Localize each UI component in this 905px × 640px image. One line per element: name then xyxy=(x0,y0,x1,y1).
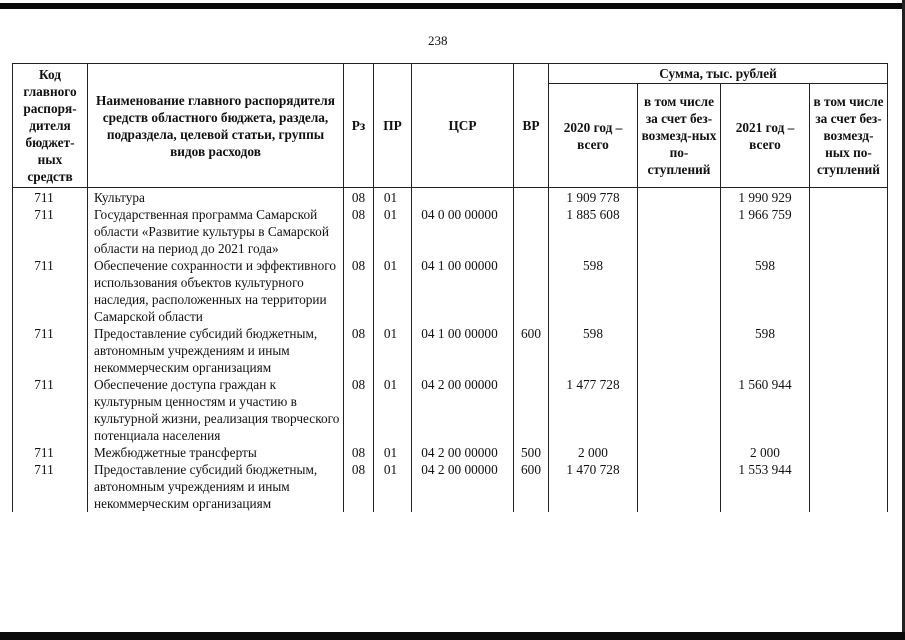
row-vr: 500 xyxy=(514,444,549,461)
row-vr xyxy=(514,257,549,325)
row-code: 711 xyxy=(13,376,88,444)
row-vr xyxy=(514,188,549,207)
row-vr: 600 xyxy=(514,325,549,376)
row-rz: 08 xyxy=(344,461,374,512)
row-incl-2020 xyxy=(638,325,721,376)
header-total-2021: 2021 год – всего xyxy=(721,84,810,188)
table-header xyxy=(13,64,888,188)
row-csr: 04 2 00 00000 xyxy=(412,376,514,444)
row-incl-2021 xyxy=(810,461,888,512)
page-number: 238 xyxy=(428,33,448,48)
table-body xyxy=(13,188,888,513)
row-csr: 04 2 00 00000 xyxy=(412,461,514,512)
header-pr: ПР xyxy=(374,64,412,188)
row-incl-2020 xyxy=(638,188,721,207)
row-pr: 01 xyxy=(374,444,412,461)
row-code: 711 xyxy=(13,188,88,207)
row-pr: 01 xyxy=(374,188,412,207)
row-name: Обеспечение доступа граждан к культурным ценностям и участию в культурной жизни, реализация творческого потенциала населения xyxy=(88,376,344,444)
header-name: Наименование главного распорядителя средств областного бюджета, раздела, подраздела, целевой статьи, группы видов расходов xyxy=(88,64,344,188)
row-total-2021: 1 560 944 xyxy=(721,376,810,444)
table-row xyxy=(13,325,888,376)
row-name: Предоставление субсидий бюджетным, автономным учреждениям и иным некоммерческим организациям xyxy=(88,461,344,512)
scan-top-edge xyxy=(0,0,905,3)
row-total-2020: 2 000 xyxy=(549,444,638,461)
table-row xyxy=(13,257,888,325)
row-csr: 04 1 00 00000 xyxy=(412,325,514,376)
row-pr: 01 xyxy=(374,461,412,512)
row-incl-2021 xyxy=(810,188,888,207)
header-csr: ЦСР xyxy=(412,64,514,188)
row-csr xyxy=(412,188,514,207)
row-rz: 08 xyxy=(344,206,374,257)
row-incl-2021 xyxy=(810,444,888,461)
row-total-2020: 598 xyxy=(549,257,638,325)
row-csr: 04 2 00 00000 xyxy=(412,444,514,461)
row-name: Обеспечение сохранности и эффективного использования объектов культурного наследия, расположенных на территории Самарской области xyxy=(88,257,344,325)
row-rz: 08 xyxy=(344,444,374,461)
scan-bottom-border xyxy=(0,632,905,640)
table-row xyxy=(13,206,888,257)
row-pr: 01 xyxy=(374,376,412,444)
header-incl-2020: в том числе за счет без-возмезд-ных по-ступлений xyxy=(638,84,721,188)
row-vr xyxy=(514,376,549,444)
row-code: 711 xyxy=(13,325,88,376)
row-total-2020: 1 909 778 xyxy=(549,188,638,207)
row-total-2021: 1 553 944 xyxy=(721,461,810,512)
row-csr: 04 1 00 00000 xyxy=(412,257,514,325)
row-total-2020: 1 885 608 xyxy=(549,206,638,257)
row-incl-2020 xyxy=(638,376,721,444)
row-code: 711 xyxy=(13,257,88,325)
row-total-2021: 1 966 759 xyxy=(721,206,810,257)
row-total-2021: 2 000 xyxy=(721,444,810,461)
row-rz: 08 xyxy=(344,188,374,207)
row-total-2021: 598 xyxy=(721,325,810,376)
row-pr: 01 xyxy=(374,257,412,325)
row-total-2021: 1 990 929 xyxy=(721,188,810,207)
row-incl-2021 xyxy=(810,257,888,325)
header-rz: Рз xyxy=(344,64,374,188)
row-name: Межбюджетные трансферты xyxy=(88,444,344,461)
row-total-2020: 1 470 728 xyxy=(549,461,638,512)
row-code: 711 xyxy=(13,461,88,512)
header-sum-group: Сумма, тыс. рублей xyxy=(549,64,888,84)
row-incl-2020 xyxy=(638,206,721,257)
row-code: 711 xyxy=(13,206,88,257)
row-incl-2021 xyxy=(810,206,888,257)
table-row xyxy=(13,461,888,512)
row-incl-2020 xyxy=(638,461,721,512)
header-vr: ВР xyxy=(514,64,549,188)
header-code: Код главного распоря-дителя бюджет-ных средств xyxy=(13,64,88,188)
header-incl-2021: в том числе за счет без-возмезд-ных по-ступлений xyxy=(810,84,888,188)
row-incl-2021 xyxy=(810,325,888,376)
row-name: Предоставление субсидий бюджетным, автономным учреждениям и иным некоммерческим организациям xyxy=(88,325,344,376)
table-row xyxy=(13,444,888,461)
row-total-2021: 598 xyxy=(721,257,810,325)
row-csr: 04 0 00 00000 xyxy=(412,206,514,257)
row-code: 711 xyxy=(13,444,88,461)
table-row xyxy=(13,188,888,207)
row-vr: 600 xyxy=(514,461,549,512)
row-pr: 01 xyxy=(374,206,412,257)
row-total-2020: 1 477 728 xyxy=(549,376,638,444)
row-name: Государственная программа Самарской области «Развитие культуры в Самарской области на период до 2021 года» xyxy=(88,206,344,257)
row-pr: 01 xyxy=(374,325,412,376)
row-incl-2020 xyxy=(638,257,721,325)
row-incl-2021 xyxy=(810,376,888,444)
row-name: Культура xyxy=(88,188,344,207)
header-total-2020: 2020 год – всего xyxy=(549,84,638,188)
row-rz: 08 xyxy=(344,257,374,325)
row-total-2020: 598 xyxy=(549,325,638,376)
row-rz: 08 xyxy=(344,325,374,376)
row-incl-2020 xyxy=(638,444,721,461)
table-row xyxy=(13,376,888,444)
row-rz: 08 xyxy=(344,376,374,444)
budget-table xyxy=(12,63,888,512)
row-vr xyxy=(514,206,549,257)
